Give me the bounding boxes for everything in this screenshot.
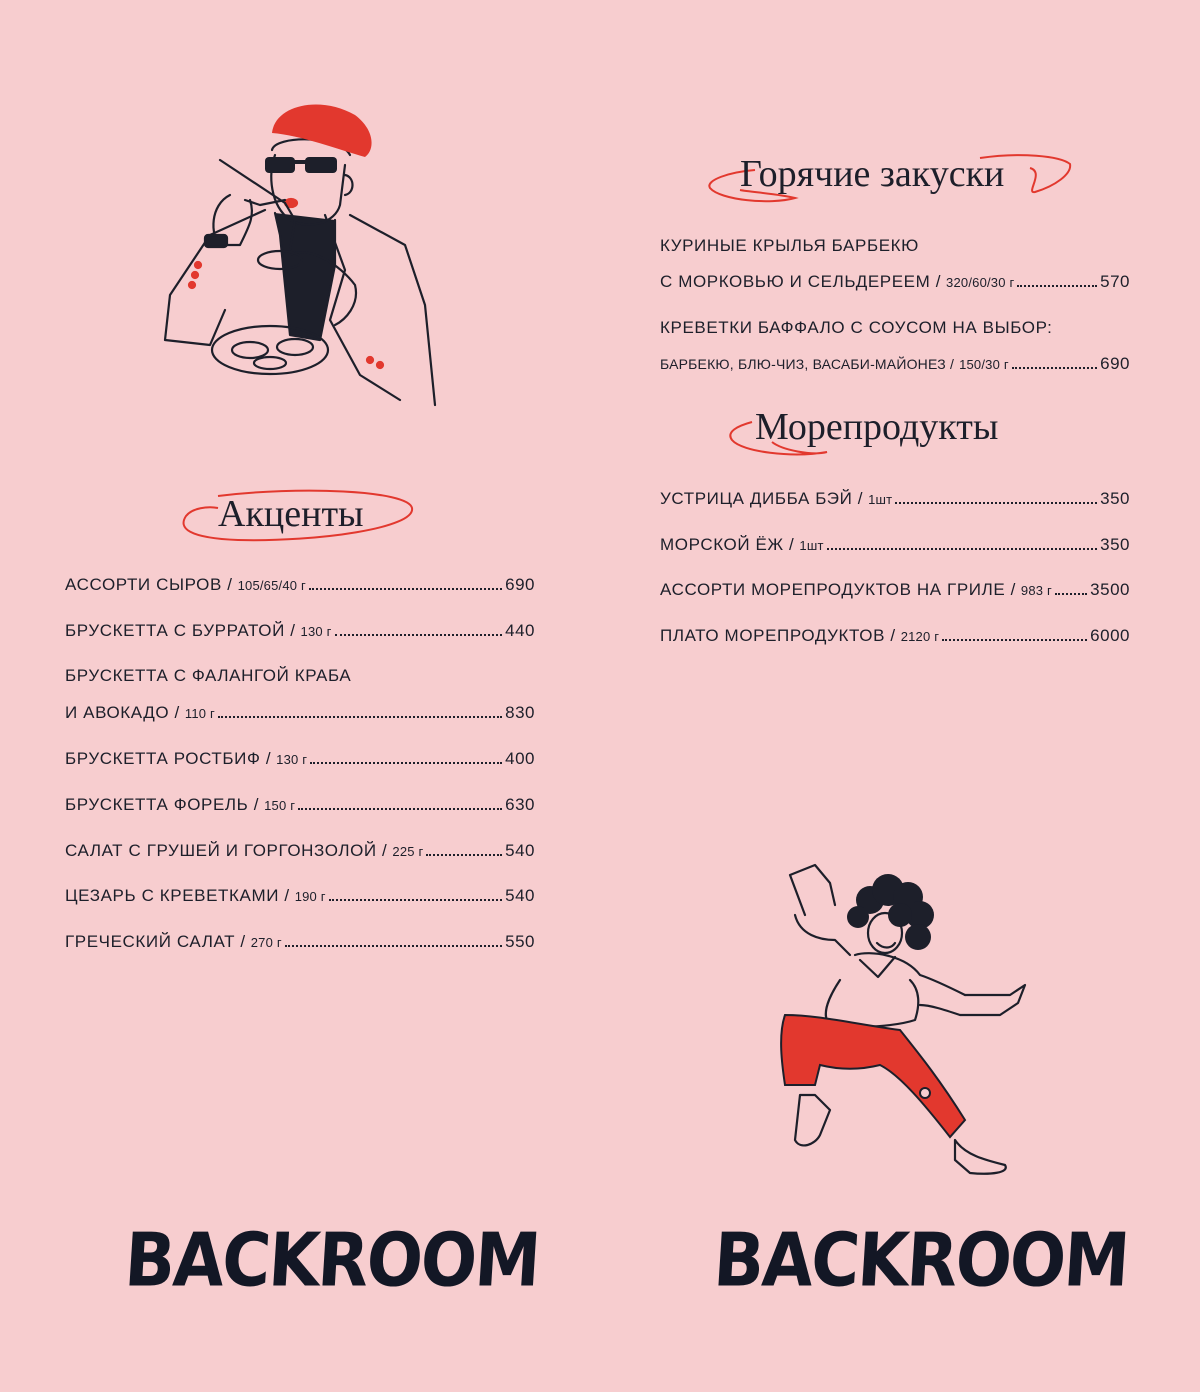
menu-item-weight: 190 г — [294, 889, 326, 904]
menu-item-price: 830 — [505, 703, 535, 722]
leader-dots — [285, 945, 502, 947]
menu-item-price: 350 — [1100, 535, 1130, 554]
menu-item-weight: 270 г — [250, 935, 282, 950]
brand-logo: BACKROOM — [122, 1217, 542, 1304]
menu-item-name: МОРСКОЙ ЁЖ / — [660, 535, 795, 554]
leader-dots — [895, 502, 1097, 504]
menu-item-name: С МОРКОВЬЮ И СЕЛЬДЕРЕЕМ / — [660, 272, 942, 291]
brand-logo: BACKROOM — [711, 1217, 1131, 1304]
menu-item-weight: 130 г — [300, 624, 332, 639]
menu-item-name: ПЛАТО МОРЕПРОДУКТОВ / — [660, 626, 896, 645]
man-eating-oysters-icon — [150, 95, 450, 415]
menu-item-price: 550 — [505, 932, 535, 951]
menu-item-weight: 225 г — [392, 844, 424, 859]
section-title-accents: Акценты — [218, 493, 364, 535]
menu-item-price: 440 — [505, 621, 535, 640]
leader-dots — [329, 899, 502, 901]
menu-item-line: БРУСКЕТТА С ФАЛАНГОЙ КРАБА — [65, 666, 352, 685]
menu-item-weight: 110 г — [184, 706, 215, 721]
menu-item-row — [65, 749, 535, 769]
menu-item-row — [660, 489, 1130, 509]
menu-item-price: 540 — [505, 886, 535, 905]
menu-item-line: КУРИНЫЕ КРЫЛЬЯ БАРБЕКЮ — [660, 236, 919, 255]
menu-item-weight: 320/60/30 г — [946, 275, 1015, 290]
menu-item-name: БАРБЕКЮ, БЛЮ-ЧИЗ, ВАСАБИ-МАЙОНЕЗ / — [660, 356, 955, 372]
menu-item-weight: 2120 г — [900, 629, 940, 644]
menu-item-name: АССОРТИ МОРЕПРОДУКТОВ НА ГРИЛЕ / — [660, 580, 1016, 599]
menu-item-price: 350 — [1100, 489, 1130, 508]
menu-item-weight: 150 г — [264, 798, 296, 813]
menu-item-name: САЛАТ С ГРУШЕЙ И ГОРГОНЗОЛОЙ / — [65, 841, 388, 860]
menu-item-row — [660, 535, 1130, 555]
section-title-seafood: Морепродукты — [755, 406, 999, 448]
menu-item-name: ЦЕЗАРЬ С КРЕВЕТКАМИ / — [65, 886, 290, 905]
menu-item-price: 6000 — [1090, 626, 1130, 645]
menu-item-price: 3500 — [1090, 580, 1130, 599]
menu-item-line: КРЕВЕТКИ БАФФАЛО С СОУСОМ НА ВЫБОР: — [660, 318, 1053, 337]
leader-dots — [1012, 367, 1097, 369]
menu-item-price: 540 — [505, 841, 535, 860]
leader-dots — [218, 716, 502, 718]
menu-item-row — [65, 621, 535, 641]
leader-dots — [426, 854, 502, 856]
menu-item-row — [660, 580, 1130, 600]
menu-item-row — [65, 841, 535, 861]
leader-dots — [335, 634, 503, 636]
menu-item-weight: 150/30 г — [959, 357, 1009, 372]
leader-dots — [942, 639, 1087, 641]
menu-item-row — [65, 575, 535, 595]
menu-item-price: 630 — [505, 795, 535, 814]
dancing-woman-icon — [760, 855, 1040, 1185]
leader-dots — [1055, 593, 1087, 595]
menu-item-row — [65, 703, 535, 723]
menu-item-name: И АВОКАДО / — [65, 703, 180, 722]
leader-dots — [309, 588, 502, 590]
menu-item-weight: 983 г — [1020, 583, 1052, 598]
menu-item-price: 570 — [1100, 272, 1130, 291]
menu-item-name: УСТРИЦА ДИББА БЭЙ / — [660, 489, 864, 508]
menu-item-row — [65, 886, 535, 906]
menu-item-weight: 1шт — [799, 538, 824, 553]
menu-item-weight: 1шт — [868, 492, 893, 507]
leader-dots — [310, 762, 502, 764]
menu-item-row — [660, 354, 1130, 374]
menu-item-price: 400 — [505, 749, 535, 768]
menu-item-name: ГРЕЧЕСКИЙ САЛАТ / — [65, 932, 246, 951]
menu-item-row — [660, 626, 1130, 646]
menu-item-row — [65, 795, 535, 815]
menu-item-name: БРУСКЕТТА ФОРЕЛЬ / — [65, 795, 260, 814]
menu-item-price: 690 — [505, 575, 535, 594]
menu-item-row — [65, 932, 535, 952]
menu-item-row — [660, 272, 1130, 292]
section-title-hot-appetizers: Горячие закуски — [740, 153, 1005, 195]
menu-item-weight: 105/65/40 г — [237, 578, 306, 593]
menu-item-price: 690 — [1100, 354, 1130, 373]
leader-dots — [298, 808, 502, 810]
menu-item-name: БРУСКЕТТА С БУРРАТОЙ / — [65, 621, 296, 640]
leader-dots — [1017, 285, 1097, 287]
menu-item-name: АССОРТИ СЫРОВ / — [65, 575, 233, 594]
menu-item-name: БРУСКЕТТА РОСТБИФ / — [65, 749, 272, 768]
menu-item-weight: 130 г — [276, 752, 308, 767]
leader-dots — [827, 548, 1098, 550]
